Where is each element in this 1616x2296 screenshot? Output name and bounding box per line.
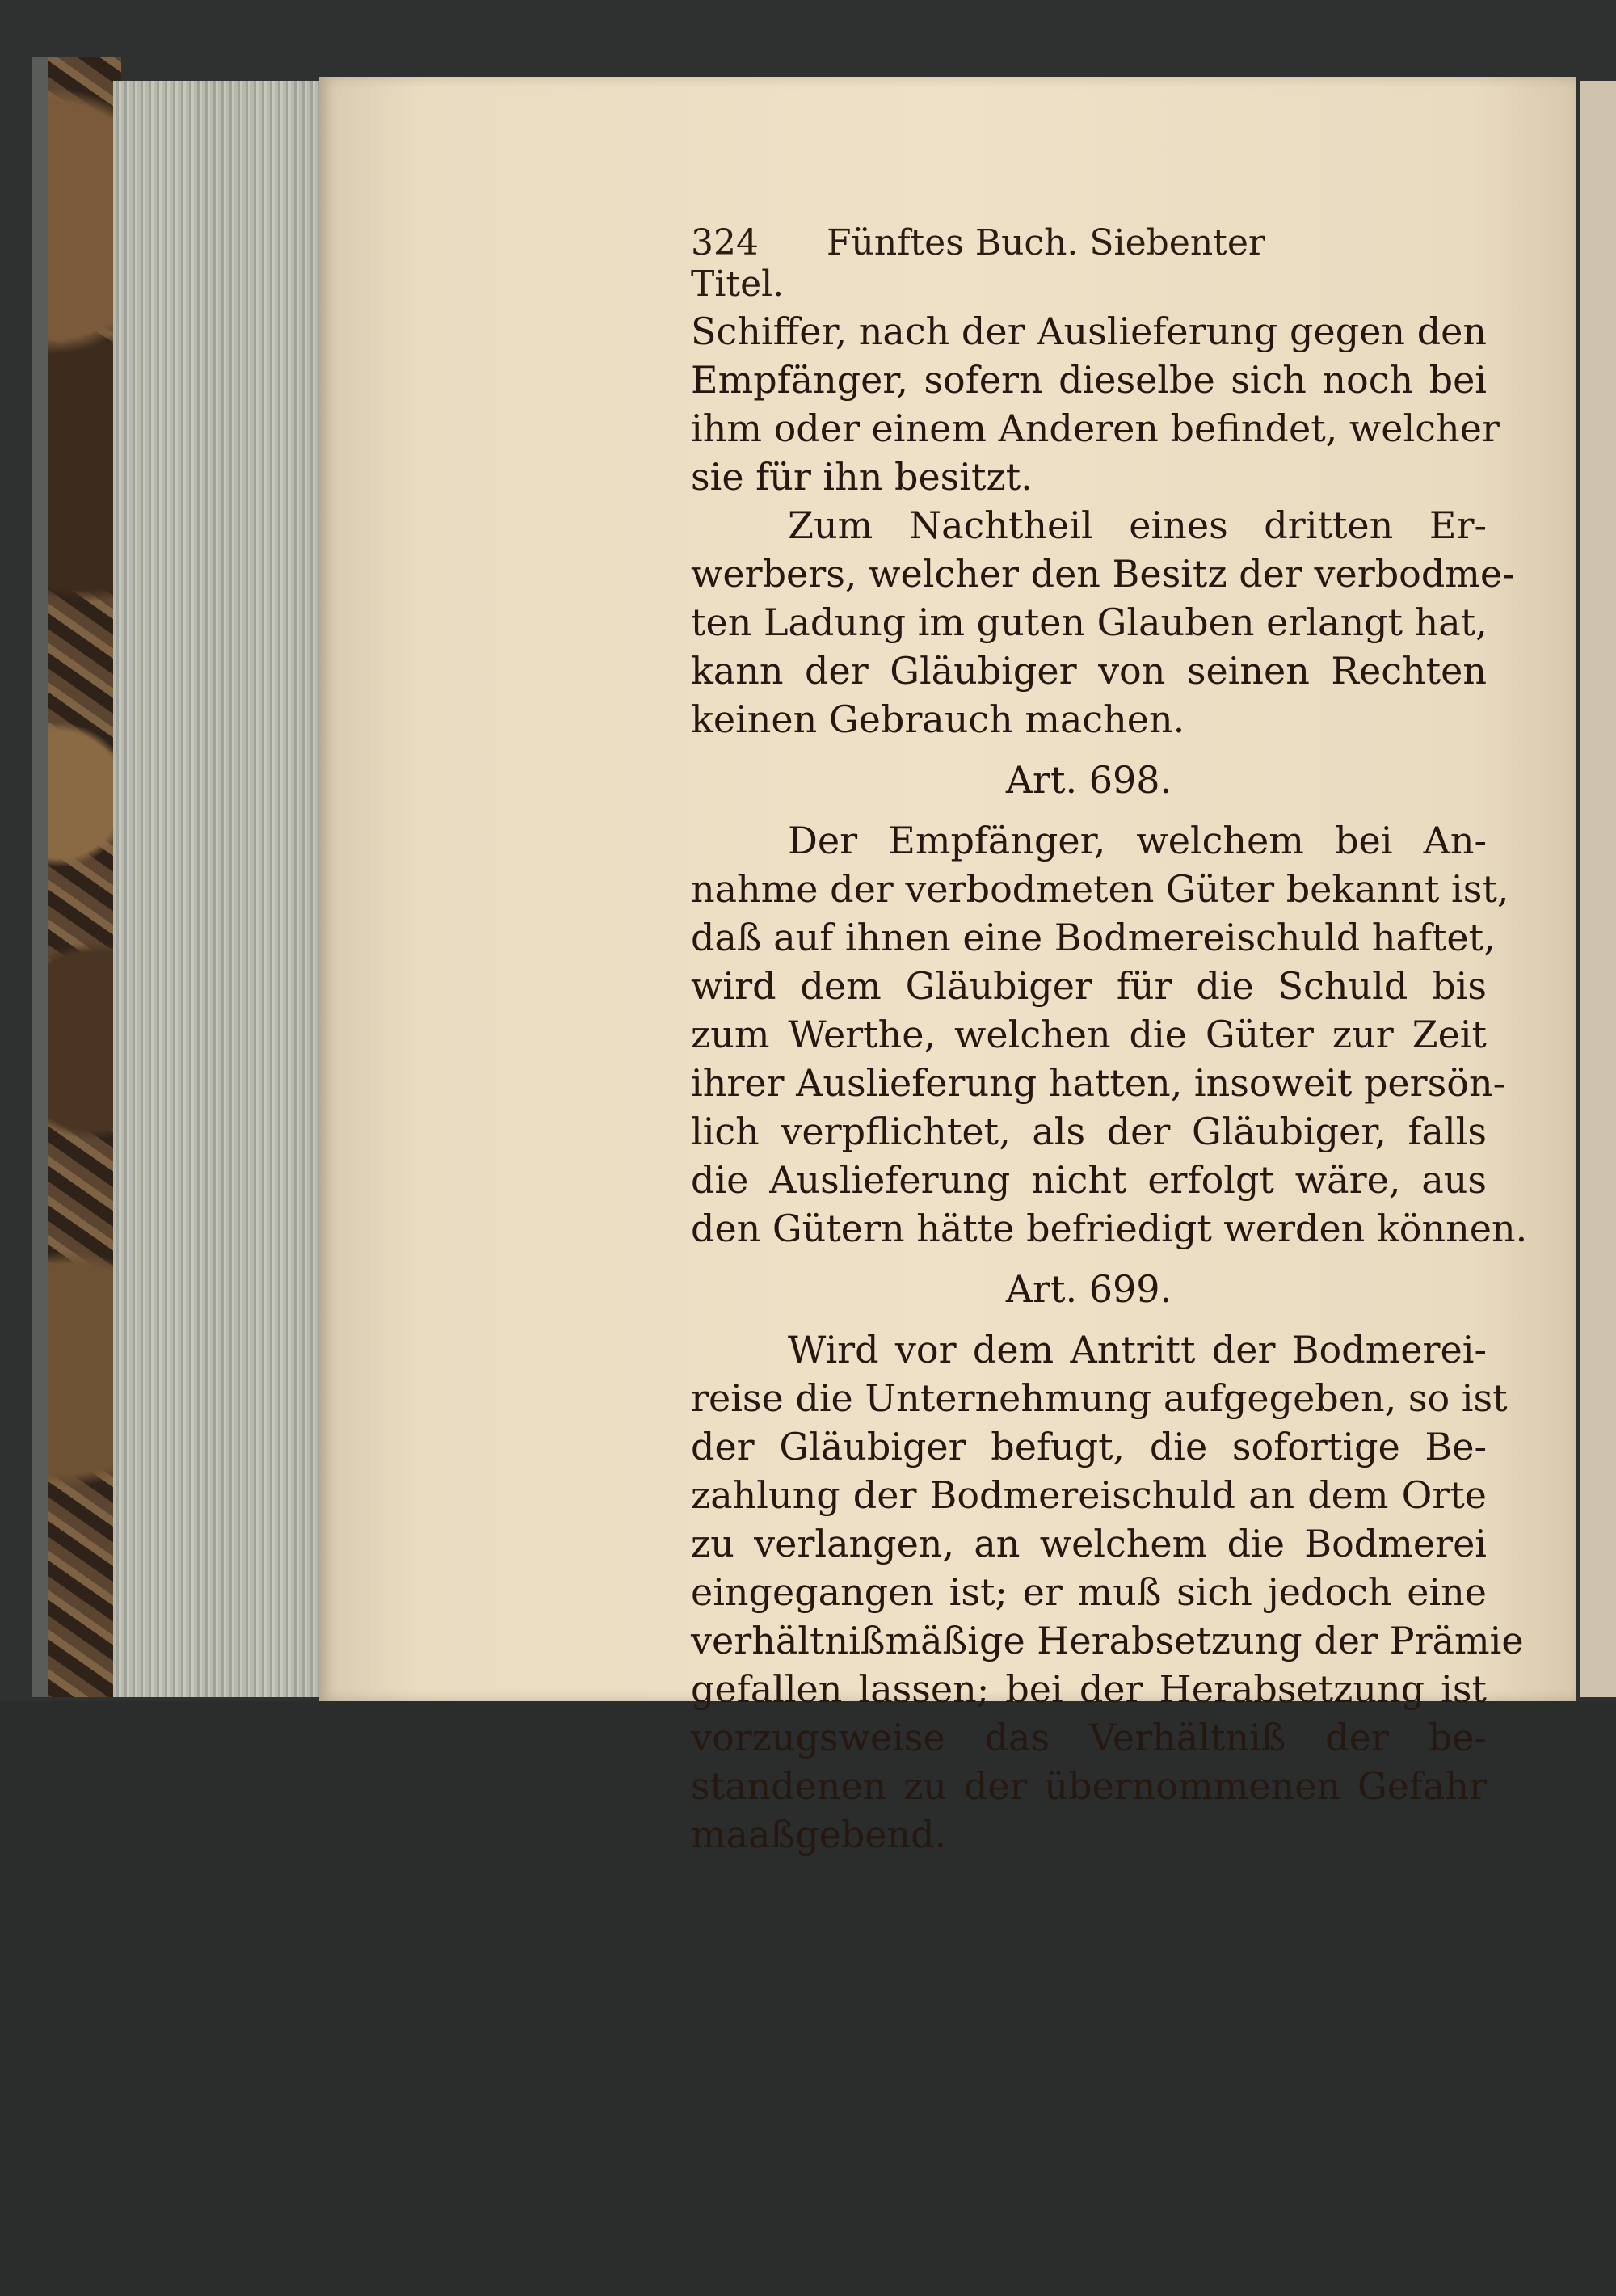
text-line: daß auf ihnen eine Bodmereischuld haftet, [691,916,1496,959]
text-line: Zum Nachtheil eines dritten Er- [788,503,1487,547]
text-line: sie für ihn besitzt. [691,455,1033,499]
text-line: maaßgebend. [691,1813,947,1856]
text-line: Wird vor dem Antritt der Bodmerei- [788,1328,1487,1371]
text-line: reise die Unternehmung aufgegeben, so ist [691,1376,1508,1420]
text-line: kann der Gläubiger von seinen Rechten [691,649,1487,693]
article-text [691,816,1528,1253]
page-edges [113,81,323,1697]
text-line: ten Ladung im guten Glauben erlangt hat, [691,600,1488,644]
page-number: 324 [691,222,759,263]
text-line: zu verlangen, an welchem die Bodmerei [691,1522,1487,1565]
text-line: vorzugsweise das Verhältniß der be- [691,1716,1487,1759]
paragraph [691,501,1515,744]
text-line: Empfänger, sofern dieselbe sich noch bei [691,358,1487,402]
article-text [691,1325,1524,1859]
paragraph [691,307,1500,501]
text-line: nahme der verbodmeten Güter bekannt ist, [691,867,1509,911]
article-heading: Art. 698. [1005,758,1172,802]
running-header [691,222,1337,305]
text-line: der Gläubiger befugt, die sofortige Be- [691,1425,1487,1468]
article-heading: Art. 699. [1005,1267,1172,1311]
text-line: zum Werthe, welchen die Güter zur Zeit [691,1013,1487,1056]
text-line: verhältnißmäßige Herabsetzung der Prämie [691,1619,1524,1662]
running-title: Fünftes Buch. Siebenter Titel. [691,222,1265,305]
text-line: den Gütern hätte befriedigt werden können. [691,1207,1528,1250]
text-line: ihrer Auslieferung hatten, insoweit persön- [691,1061,1506,1105]
text-line: eingegangen ist; er muß sich jedoch eine [691,1570,1487,1614]
next-page-edge [1580,81,1616,1697]
text-line: lich verpflichtet, als der Gläubiger, falls [691,1110,1487,1153]
text-line: die Auslieferung nicht erfolgt wäre, aus [691,1158,1487,1202]
cover-spine-edge [32,57,48,1697]
page-body [691,307,1528,1859]
text-line: Schiffer, nach der Auslieferung gegen den [691,310,1487,353]
text-line: ihm oder einem Anderen befindet, welcher [691,407,1500,450]
text-line: wird dem Gläubiger für die Schuld bis [691,964,1487,1008]
text-line: gefallen lassen; bei der Herabsetzung ist [691,1667,1487,1711]
text-line: zahlung der Bodmereischuld an dem Orte [691,1473,1487,1517]
text-line: standenen zu der übernommenen Gefahr [691,1764,1487,1808]
text-line: Der Empfänger, welchem bei An- [788,819,1487,862]
text-line: werbers, welcher den Besitz der verbodme- [691,552,1515,596]
text-line: keinen Gebrauch machen. [691,697,1185,741]
